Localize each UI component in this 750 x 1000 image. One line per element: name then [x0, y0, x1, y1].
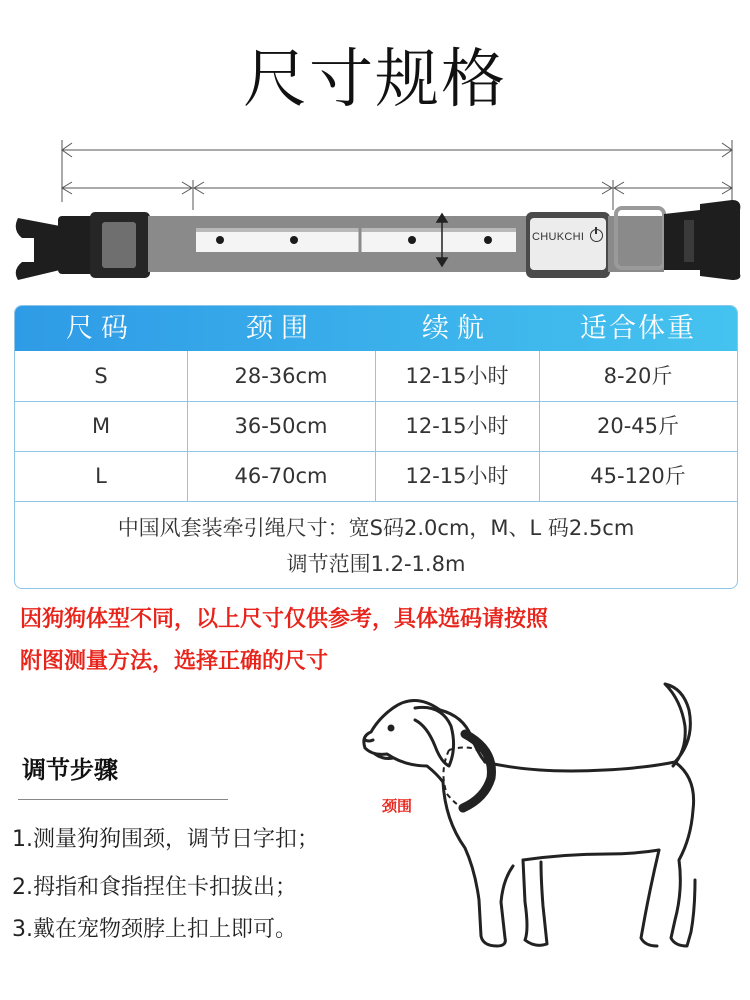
- step-item: 1.测量狗狗围颈，调节日字扣；: [12, 827, 319, 852]
- cell-weight: 45-120斤: [590, 464, 686, 488]
- header-weight: 适合体重: [580, 313, 696, 344]
- header-neck: 颈围: [246, 313, 316, 344]
- cell-size: S: [94, 364, 108, 388]
- cell-size: L: [95, 464, 107, 488]
- cell-neck: 46-70cm: [234, 464, 328, 488]
- adjustable-length-dimension: [62, 180, 732, 210]
- power-icon: [590, 229, 603, 242]
- steps-title: 调节步骤: [22, 756, 118, 784]
- cell-neck: 36-50cm: [234, 414, 328, 438]
- step-item: 3.戴在宠物颈脖上扣上即可。: [12, 917, 297, 942]
- header-battery: 续航: [422, 313, 492, 344]
- warning-line-2: 附图测量方法，选择正确的尺寸: [20, 649, 329, 674]
- collar-brand-label: CHUKCHI: [532, 229, 603, 243]
- table-header: [15, 306, 737, 351]
- buckle-left: [16, 212, 150, 280]
- cell-neck: 28-36cm: [234, 364, 328, 388]
- cell-battery: 12-15小时: [405, 364, 509, 388]
- page-title: 尺寸规格: [243, 43, 507, 117]
- steps-divider: [18, 785, 228, 800]
- buckle-right: [664, 200, 740, 280]
- cell-battery: 12-15小时: [405, 464, 509, 488]
- total-length-dimension: [62, 140, 732, 202]
- cell-battery: 12-15小时: [405, 414, 509, 438]
- cell-size: M: [91, 414, 111, 438]
- warning-line-1: 因狗狗体型不同，以上尺寸仅供参考，具体选码请按照: [20, 607, 549, 632]
- cell-weight: 8-20斤: [603, 364, 673, 388]
- dog-collar: [443, 734, 491, 808]
- step-item: 2.拇指和食指捏住卡扣拔出；: [12, 875, 297, 900]
- leash-range-note: 调节范围1.2-1.8m: [286, 552, 466, 576]
- size-table: [14, 305, 738, 589]
- cell-weight: 20-45斤: [596, 414, 680, 438]
- leash-size-note: 中国风套装牵引绳尺寸：宽S码2.0cm，M、L 码2.5cm: [117, 516, 635, 540]
- header-size: 尺码: [66, 313, 136, 344]
- dog-illustration: [345, 670, 745, 970]
- neck-measurement-label: 颈围: [382, 797, 413, 815]
- collar-diagram: [0, 130, 750, 280]
